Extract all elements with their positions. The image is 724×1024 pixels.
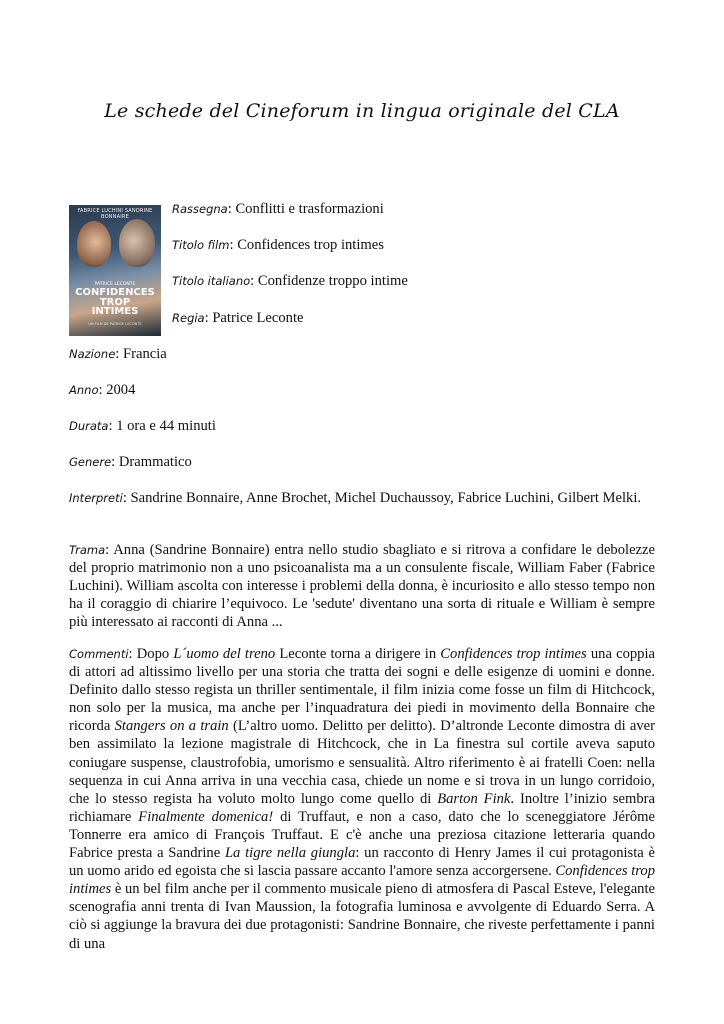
commenti-segment: di Truffaut, e non a caso, dato che lo sceneggiatore Jérôme Tonnerre era amico di François Truffaut. E c'è anche una preziosa citazione letteraria quando Fabrice presta a Sandrine <box>69 808 656 862</box>
commenti-segment: Dopo <box>136 646 174 662</box>
poster-title <box>69 288 161 317</box>
field-titolo-film: Titolo film: Confidences trop intimes <box>172 237 384 253</box>
commenti-segment: Leconte torna a dirigere in <box>275 646 441 662</box>
field-label: Regia <box>172 311 205 325</box>
commenti-italic-title: La tigre nella giungla <box>224 845 356 862</box>
field-titolo-italiano: Titolo italiano: Confidenze troppo intime <box>172 273 408 289</box>
field-label: Titolo italiano <box>172 274 251 288</box>
poster-title-line: INTIMES <box>91 306 139 317</box>
field-interpreti: Interpreti: Sandrine Bonnaire, Anne Brochet, Michel Duchaussoy, Fabrice Luchini, Gilbert Melki. <box>69 490 642 506</box>
field-nazione: Nazione: Francia <box>69 346 167 362</box>
trama-paragraph: Trama: Anna (Sandrine Bonnaire) entra nello studio sbagliato e si ritrova a confidare le debolezze del proprio matrimonio non a uno psicoanalista ma a un consulente fiscale, William Faber (Fabrice Luchini). William ascolta con interesse i problemi della donna, è incuriosito e allo stesso tempo non ha il coraggio di chiarire l’equivoco. Le 'sedute' diventano una sorta di rituale e William è sempre più interessato ai racconti di Anna ... <box>69 542 655 631</box>
commenti-segment: è un bel film anche per il commento musicale pieno di atmosfera di Pascal Esteve, l'elegante scenografia anni trenta di Ivan Maussion, la fotografia luminosa e avvolgente di Eduardo Serra. A ciò si aggiunge la bravura dei due protagonisti: Sandrine Bonnaire, che riveste perfettamente i panni di una <box>69 881 655 952</box>
trama-label: Trama <box>69 543 106 557</box>
commenti-label: Commenti <box>69 647 129 661</box>
field-label: Anno <box>69 383 99 397</box>
poster-title-line: CONFIDENCES <box>75 287 155 298</box>
page-title: Le schede del Cineforum in lingua originale del CLA <box>104 100 620 122</box>
field-value: 1 ora e 44 minuti <box>116 418 216 434</box>
commenti-italic-title: Confidences trop intimes <box>69 863 656 898</box>
commenti-segment: : un racconto di Henry James il cui protagonista è un uomo arido ed egoista che si lascia passare accanto l'amore senza accorgersene. <box>69 845 655 880</box>
field-rassegna: Rassegna: Conflitti e trasformazioni <box>172 201 384 217</box>
poster-face-right <box>119 219 155 267</box>
movie-poster-image <box>69 205 161 336</box>
field-label: Durata <box>69 419 109 433</box>
field-label: Genere <box>69 455 112 469</box>
poster-title-line: TROP <box>99 296 131 308</box>
field-value: Patrice Leconte <box>212 310 304 326</box>
commenti-paragraph: Commenti: Dopo L´uomo del treno Leconte torna a dirigere in Confidences trop intimes una coppia di attori ad altissimo livello per una storia che tratta dei sogni e delle esigenze di uomini e donne. Definito dallo stesso regista un thriller sentimentale, il film inizia come fosse un film di Hitchcock, non solo per la musica, ma anche per l’inquadratura dei piedi in movimento della Bonnaire che ricorda Stangers on a train (L’altro uomo. Delitto per delitto). D’altronde Leconte dimostra di aver ben assimilato la lezione magistrale di Hitchcock, che in La finestra sul cortile aveva saputo coniugare suspense, claustrofobia, umorismo e sensualità. Altro riferimento è ai fratelli Coen: nella sequenza in cui Anna arriva in una vecchia casa, chiede un nome e si trova in un lungo corridoio, che lo stesso regista ha voluto molto lungo come quello di Barton Fink. Inoltre l’inizio sembra richiamare Finalmente domenica! di Truffaut, e non a caso, dato che lo sceneggiatore Jérôme Tonnerre era amico di François Truffaut. E c'è anche una preziosa citazione letteraria quando Fabrice presta a Sandrine La tigre nella giungla: un racconto di Henry James il cui protagonista è un uomo arido ed egoista che si lascia passare accanto l'amore senza accorgersene. Confidences trop intimes è un bel film anche per il commento musicale pieno di atmosfera di Pascal Esteve, l'elegante scenografia anni trenta di Ivan Maussion, la fotografia luminosa e avvolgente di Eduardo Serra. A ciò si aggiunge la bravura dei due protagonisti: Sandrine Bonnaire, che riveste perfettamente i panni di una <box>69 646 656 952</box>
field-value: Confidenze troppo intime <box>257 273 408 289</box>
commenti-segment: (L’altro uomo. Delitto per delitto). D’altronde Leconte dimostra di aver ben assimilato la lezione magistrale di Hitchcock, che in La finestra sul cortile aveva saputo coniugare suspense, claustrofobia, umorismo e sensualità. Altro riferimento è ai fratelli Coen: nella sequenza in cui Anna arriva in una vecchia casa, chiede un nome e si trova in un lungo corridoio, che lo stesso regista ha voluto molto lungo come quello di <box>69 718 655 807</box>
commenti-text <box>69 646 655 952</box>
field-label: Rassegna <box>172 202 228 216</box>
field-anno: Anno: 2004 <box>69 382 136 398</box>
commenti-segment: . Inoltre l’inizio sembra richiamare <box>69 790 655 825</box>
commenti-segment: una coppia di attori ad altissimo livello per una storia che tratta dei sogni e delle esigenze di uomini e donne. Definito dallo stesso regista un thriller sentimentale, il film inizia come fosse un film di Hitchcock, non solo per la musica, ma anche per l’inquadratura dei piedi in movimento della Bonnaire che ricorda <box>69 646 655 735</box>
poster-director: PATRICE LECONTE <box>94 282 136 287</box>
field-durata: Durata: 1 ora e 44 minuti <box>69 418 216 434</box>
field-value: Francia <box>122 346 167 362</box>
field-value: Drammatico <box>118 454 192 470</box>
field-regia: Regia: Patrice Leconte <box>172 310 304 326</box>
trama-text: Anna (Sandrine Bonnaire) entra nello studio sbagliato e si ritrova a confidare le debolezze del proprio matrimonio non a uno psicoanalista ma a un consulente fiscale, William Faber (Fabrice Luchini). William ascolta con interesse i problemi della donna, è incuriosito e allo stesso tempo non ha il coraggio di chiarire l’equivoco. Le 'sedute' diventano una sorta di rituale e William è sempre più interessato ai racconti di Anna ... <box>69 542 655 631</box>
field-value: Conflitti e trasformazioni <box>235 201 384 217</box>
field-value: 2004 <box>106 382 136 398</box>
field-value: Confidences trop intimes <box>237 237 384 253</box>
commenti-italic-title: Barton Fink <box>437 790 511 807</box>
poster-tagline: UN FILM DE PATRICE LECONTE <box>88 322 142 326</box>
commenti-italic-title: Confidences trop intimes <box>440 646 587 662</box>
field-label: Nazione <box>69 347 116 361</box>
field-label: Interpreti <box>69 491 123 505</box>
field-genere: Genere: Drammatico <box>69 454 192 470</box>
poster-cast-names: FABRICE LUCHINI SANDRINE BONNAIRE <box>77 208 153 220</box>
field-label: Titolo film <box>172 238 230 252</box>
field-value: Sandrine Bonnaire, Anne Brochet, Michel Duchaussoy, Fabrice Luchini, Gilbert Melki. <box>130 490 642 506</box>
commenti-italic-title: L´uomo del treno <box>173 646 276 662</box>
commenti-italic-title: Finalmente domenica! <box>138 808 274 825</box>
poster-face-left <box>77 221 111 267</box>
commenti-italic-title: Stangers on a train <box>114 718 229 735</box>
